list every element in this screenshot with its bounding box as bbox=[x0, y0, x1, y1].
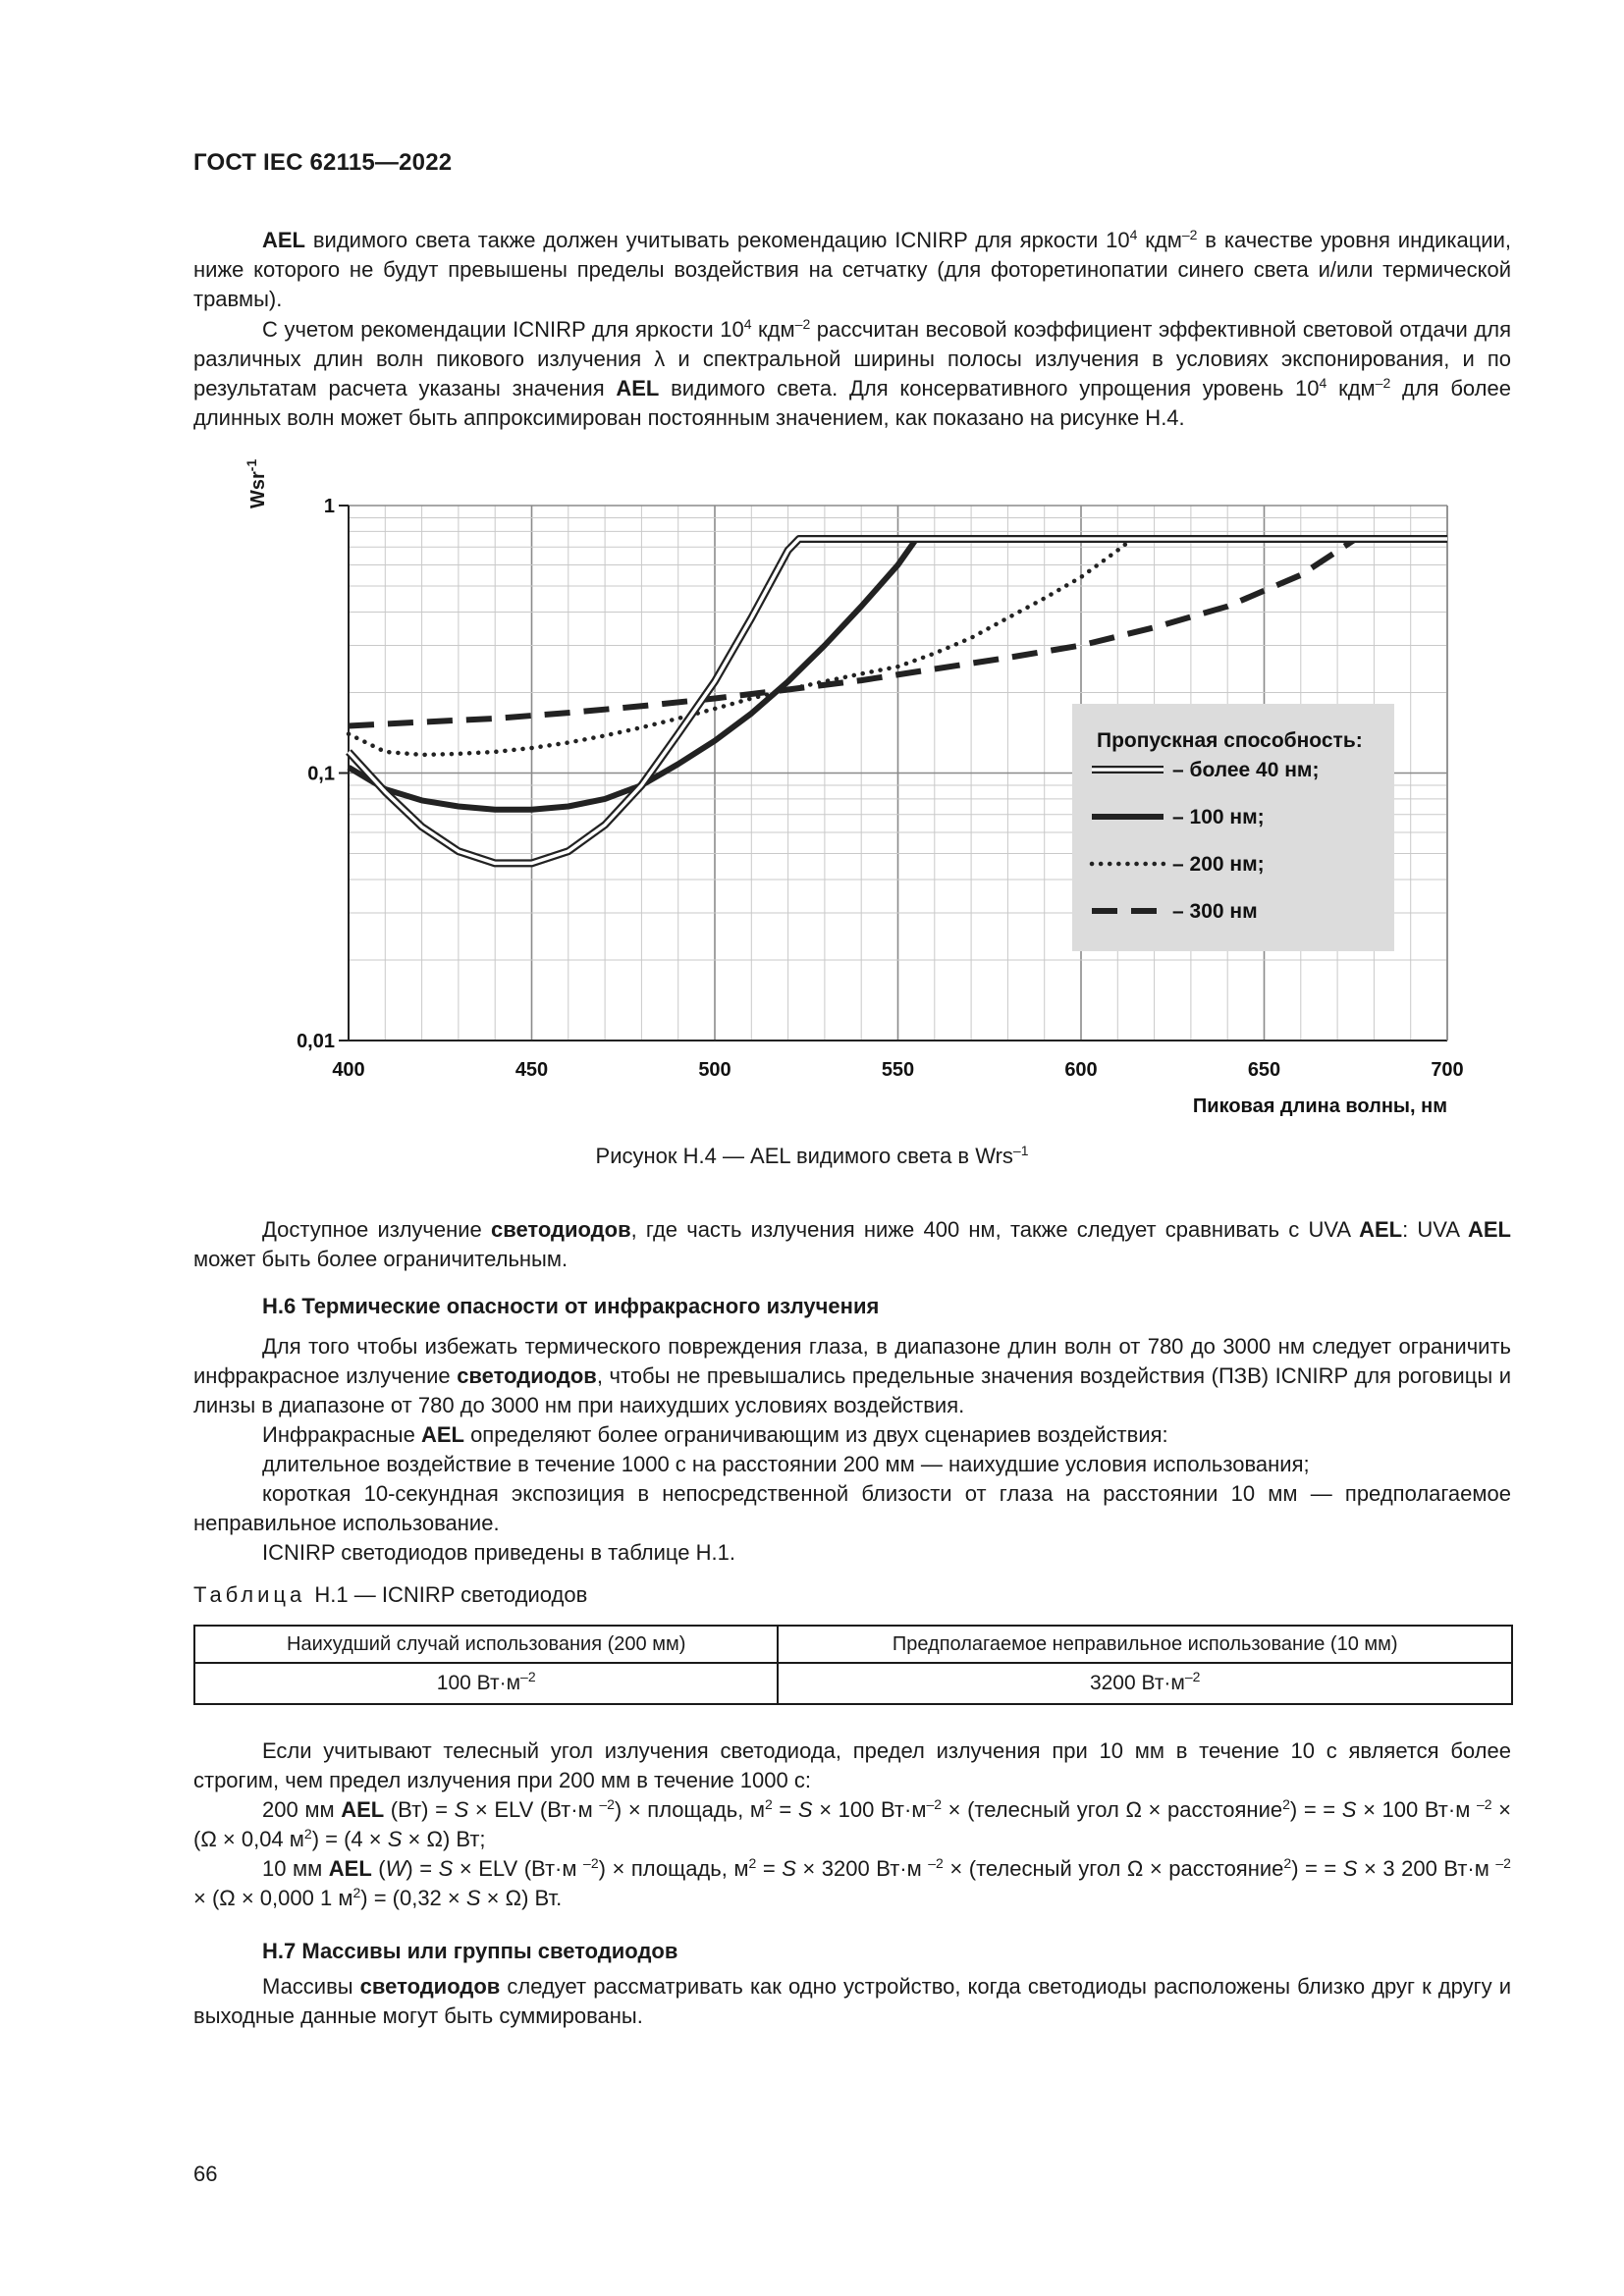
paragraph-arrays: Массивы светодиодов следует рассматривать как одно устройство, когда светодиоды расположены близко друг к другу и выходные данные могут быть суммированы. bbox=[193, 1974, 1511, 2028]
chart-y-axis-label: Wsr$^{-1}$ bbox=[244, 458, 269, 508]
legend-entry-label: – более 40 нм; bbox=[1172, 759, 1320, 781]
paragraph-ir-1: Для того чтобы избежать термического повреждения глаза, в диапазоне длин волн от 780 до 3000 нм следует ограничить инфракрасное излучение светодиодов, чтобы не превышались предельные значения воздействия (ПЗВ) ICNIRP для роговицы и линзы в диапазоне от 780 до 3000 нм при наихудших условиях воздействия. bbox=[193, 1334, 1511, 1417]
legend-title: Пропускная способность: bbox=[1097, 729, 1363, 752]
chart-x-axis-label: Пиковая длина волны, нм bbox=[1192, 1095, 1447, 1117]
paragraph-ir-4: короткая 10-секундная экспозиция в непосредственной близости от глаза на расстоянии 10 мм — предполагаемое неправильное использование. bbox=[193, 1481, 1511, 1535]
x-tick-label: 450 bbox=[514, 1059, 549, 1081]
paragraph-ir-2: Инфракрасные AEL определяют более ограничивающим из двух сценариев воздействия: bbox=[262, 1422, 1168, 1447]
figure-caption: Рисунок Н.4 — AEL видимого света в Wrs$^{-1}$ bbox=[595, 1143, 1029, 1168]
x-tick-label: 650 bbox=[1247, 1059, 1281, 1081]
paragraph-ir-3: длительное воздействие в течение 1000 с на расстоянии 200 мм — наихудшие условия использования; bbox=[262, 1452, 1310, 1476]
paragraph-uva: Доступное излучение светодиодов, где часть излучения ниже 400 нм, также следует сравнивать с UVA AEL: UVA AEL может быть более ограничительным. bbox=[193, 1217, 1511, 1271]
table-cell: 100 $Вт\cdot м^{-2}$ bbox=[194, 1663, 778, 1704]
paragraph-solid-angle: Если учитывают телесный угол излучения светодиода, предел излучения при 10 мм в течение 10 с является более строгим, чем предел излучения при 200 мм в течение 1000 с: bbox=[193, 1738, 1511, 1792]
table-header-cell: Предполагаемое неправильное использование (10 мм) bbox=[778, 1626, 1512, 1663]
intro-paragraph-2: С учетом рекомендации ICNIRP для яркости $10^4$ кдм$^{-2}$ рассчитан весовой коэффициент эффективной световой отдачи для различных длин волн пикового излучения λ и спектральной ширины полосы излучения в условиях экспонирования, и по результатам расчета указаны значения AEL видимого света. Для консервативного упрощения уровень $10^4$ кдм$^{-2}$ для более длинных волн может быть аппроксимирован постоянным значением, как показано на рисунке Н.4. bbox=[193, 316, 1512, 430]
chart-figure bbox=[0, 0, 1624, 1139]
section-heading-h7: Н.7 Массивы или группы светодиодов bbox=[262, 1939, 678, 1963]
formula-200mm: 200 мм AEL (Вт) = S × ELV (Вт·м $^{-2}$) × площадь, $м^2 = S \times 100$ $Вт\cdot м^{-2}$ × (телесный угол Ω × расстояние$^2$) = = S × 100 Вт·м $^{-2}$ × (Ω × 0,04 $м^2) = (4 \times S \times \Omega)$ Вт; bbox=[193, 1796, 1511, 1851]
intro-paragraph-1: AEL видимого света также должен учитывать рекомендацию ICNIRP для яркости $10^4$ кдм$^{-2}$ в качестве уровня индикации, ниже которого не будут превышены пределы воздействия на сетчатку (для фоторетинопатии синего света и/или термической травмы). bbox=[193, 227, 1512, 311]
formula-10mm: 10 мм AEL (W) = S × ELV (Вт·м $^{-2}$) × площадь, $м^2 = S \times 3200$ Вт·м $^{-2}$ × (телесный угол Ω × расстояние$^2$) = = S × 3 200 Вт·м $^{-2}$ × (Ω × 0,000 1 $м^2) = (0,32 \times S \times \Omega)$ Вт. bbox=[193, 1855, 1511, 1910]
chart-legend bbox=[1072, 704, 1394, 951]
paragraph-ir-5: ICNIRP светодиодов приведены в таблице Н.1. bbox=[262, 1540, 735, 1565]
section-heading-h6: Н.6 Термические опасности от инфракрасного излучения bbox=[262, 1294, 880, 1318]
y-tick-label: 0,1 bbox=[307, 763, 335, 785]
page-number: 66 bbox=[193, 2162, 218, 2186]
legend-entry-label: – 100 нм; bbox=[1172, 806, 1265, 828]
x-tick-label: 500 bbox=[698, 1059, 731, 1081]
legend-entry-label: – 200 нм; bbox=[1172, 853, 1265, 876]
icnirp-table bbox=[193, 1625, 1513, 1705]
x-tick-label: 550 bbox=[881, 1059, 915, 1081]
y-tick-label: 0,01 bbox=[297, 1031, 335, 1052]
y-tick-label: 1 bbox=[323, 496, 335, 517]
table-caption: Таблица Н.1 — ICNIRP светодиодов bbox=[193, 1582, 588, 1607]
document-header: ГОСТ IEC 62115—2022 bbox=[193, 149, 453, 176]
x-tick-label: 700 bbox=[1431, 1059, 1464, 1081]
table-header-cell: Наихудший случай использования (200 мм) bbox=[194, 1626, 778, 1663]
x-tick-label: 400 bbox=[332, 1059, 365, 1081]
x-tick-label: 600 bbox=[1064, 1059, 1098, 1081]
legend-entry-label: – 300 нм bbox=[1172, 900, 1258, 923]
table-cell: 3200 $Вт\cdot м^{-2}$ bbox=[778, 1663, 1512, 1704]
